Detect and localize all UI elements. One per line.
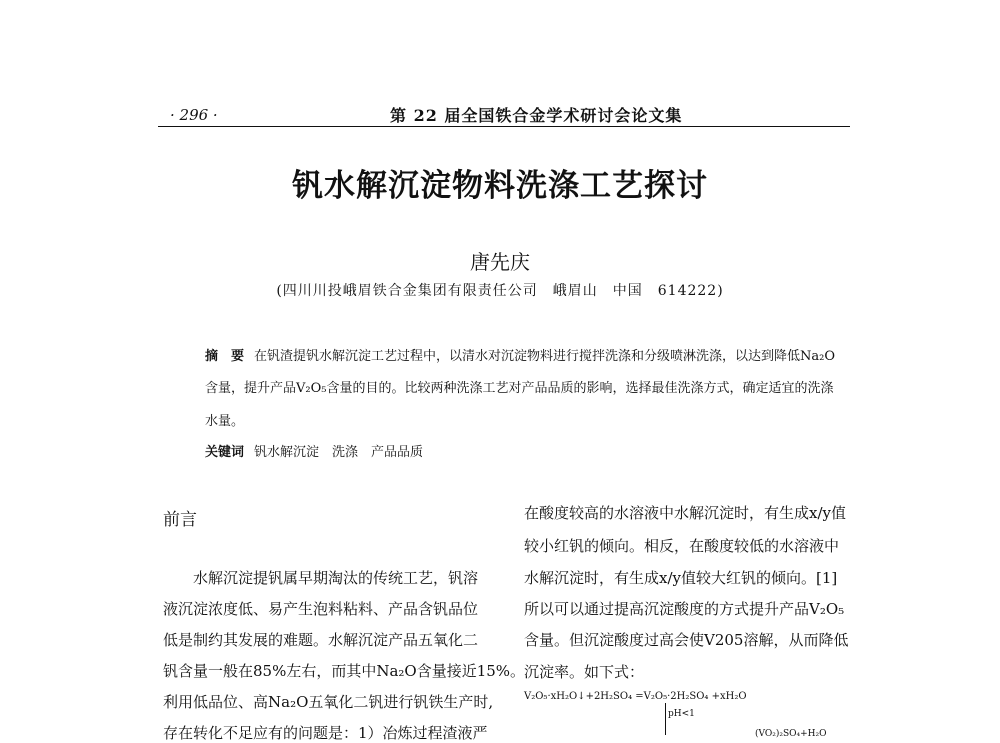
left-column-line: 利用低品位、高Na₂O五氧化二钒进行钒铁生产时,: [163, 693, 494, 711]
equation-line: V₂O₅·xH₂O↓+2H₂SO₄ =V₂O₅·2H₂SO₄ +xH₂O: [524, 691, 747, 702]
author-affiliation: (四川川投峨眉铁合金集团有限责任公司 峨眉山 中国 614222): [276, 283, 724, 299]
journal-title: 第 22 届全国铁合金学术研讨会论文集: [390, 106, 683, 125]
abstract-line: 水量。: [205, 414, 245, 429]
author-name: 唐先庆: [470, 250, 530, 274]
right-column-line: 较小红钒的倾向。相反，在酸度较低的水溶液中: [524, 537, 840, 555]
abstract-text: 在钒渣提钒水解沉淀工艺过程中，以清水对沉淀物料进行搅拌洗涤和分级喷淋洗涤，以达到降低Na₂O: [254, 349, 836, 364]
left-column-line: 钒含量一般在85%左右，而其中Na₂O含量接近15%。: [163, 662, 526, 680]
left-column-line: 水解沉淀提钒属早期淘汰的传统工艺，钒溶: [193, 569, 479, 587]
right-column-line: 在酸度较高的水溶液中水解沉淀时，有生成x/y值: [524, 504, 846, 522]
equation-condition: pH<1: [668, 709, 695, 719]
keywords-line: [205, 441, 423, 460]
right-column-line: 所以可以通过提高沉淀酸度的方式提升产品V₂O₅: [524, 600, 845, 618]
equation-product: (VO₂)₂SO₄+H₂O: [755, 729, 827, 739]
paper-title: 钒水解沉淀物料洗涤工艺探讨: [292, 168, 708, 204]
right-column-line: 水解沉淀时，有生成x/y值较大红钒的倾向。[1]: [524, 569, 838, 587]
section-heading: 前言: [163, 510, 197, 530]
header-rule: [158, 126, 850, 127]
keywords-label: 关键词: [205, 445, 245, 460]
left-column-line: 低是制约其发展的难题。水解沉淀产品五氧化二: [163, 631, 479, 649]
equation-arrow: [665, 703, 666, 735]
keywords-text: 钒水解沉淀 洗涤 产品品质: [254, 445, 424, 460]
abstract-line: [205, 345, 835, 364]
page-number: · 296 ·: [170, 106, 218, 124]
abstract-label: 摘 要: [205, 349, 245, 364]
abstract-line: 含量，提升产品V₂O₅含量的目的。比较两种洗涤工艺对产品品质的影响，选择最佳洗涤方式，确定适宜的洗涤: [205, 381, 834, 396]
right-column-line: 含量。但沉淀酸度过高会使V205溶解，从而降低: [524, 631, 849, 649]
right-column-line: 沉淀率。如下式：: [524, 663, 645, 681]
left-column-line: 液沉淀浓度低、易产生泡料粘料、产品含钒品位: [163, 600, 479, 618]
left-column-line: 存在转化不足应有的问题是：1）冶炼过程渣液严: [163, 724, 488, 742]
